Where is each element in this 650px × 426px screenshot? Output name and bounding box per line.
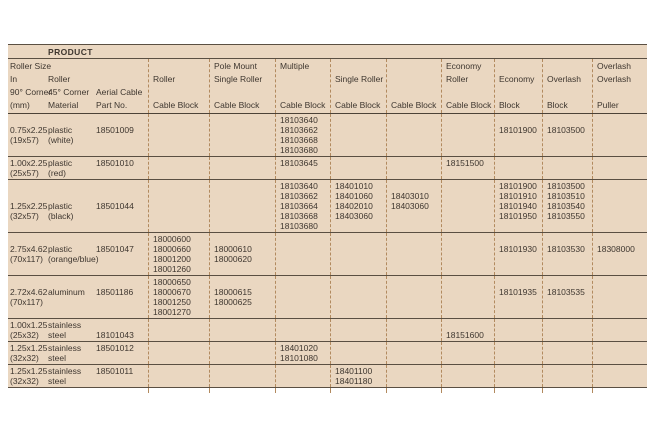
cell-line: 18103500 — [547, 181, 585, 191]
header-line: Roller Size — [10, 61, 52, 71]
empty-line — [10, 234, 47, 244]
cell-cell — [542, 319, 592, 341]
empty-line — [499, 234, 541, 244]
header-line: Single Roller — [214, 74, 263, 84]
cell-line: (32x32) — [10, 376, 39, 386]
cell-line: 18101900 — [499, 125, 537, 135]
empty-line — [391, 73, 440, 86]
cell-cell — [148, 276, 209, 318]
cell-cell — [330, 276, 386, 318]
cell-line: 18001260 — [153, 264, 191, 274]
cell-line: 18000670 — [153, 287, 191, 297]
cell-line: aluminum — [48, 287, 85, 297]
cell-cell — [441, 180, 494, 232]
empty-line — [280, 73, 329, 86]
tail-cell — [441, 388, 494, 393]
empty-line — [499, 277, 541, 287]
empty-line — [96, 191, 147, 201]
cell-line: (orange/blue) — [48, 254, 99, 264]
cell-line: 18103645 — [280, 158, 318, 168]
cell-cell — [592, 157, 647, 179]
empty-line — [335, 86, 385, 99]
cell-line: 18501186 — [96, 287, 134, 297]
cell-line: 18401020 — [280, 343, 318, 353]
cell-line: (32x57) — [10, 211, 39, 221]
cell-line: 18403060 — [391, 201, 429, 211]
cell-cell — [96, 342, 148, 364]
cell-line: 18000610 — [214, 244, 252, 254]
table-row — [8, 114, 647, 157]
cell-cell — [441, 114, 494, 156]
cell-cell — [209, 157, 275, 179]
cell-line: 18402010 — [335, 201, 373, 211]
cell-cell — [96, 319, 148, 341]
empty-line — [10, 181, 47, 191]
header-cell — [386, 59, 441, 113]
empty-line — [391, 60, 440, 73]
cell-cell — [386, 342, 441, 364]
cell-cell — [330, 319, 386, 341]
cell-cell — [48, 342, 96, 364]
cell-cell — [148, 319, 209, 341]
cell-line: 18401180 — [335, 376, 373, 386]
cell-cell — [592, 233, 647, 275]
cell-cell — [441, 276, 494, 318]
cell-line: (19x57) — [10, 135, 39, 145]
cell-line: plastic — [48, 244, 73, 254]
header-line: Cable Block — [153, 100, 199, 110]
cell-line: 2.75x4.62 — [10, 244, 48, 254]
cell-line: plastic — [48, 201, 73, 211]
table-tail-dashes — [8, 388, 647, 393]
cell-line: 18101940 — [499, 201, 537, 211]
cell-line: stainless — [48, 343, 82, 353]
cell-line: 18103668 — [280, 135, 318, 145]
cell-line: plastic — [48, 125, 73, 135]
cell-cell — [275, 157, 330, 179]
cell-cell — [330, 157, 386, 179]
cell-cell — [148, 157, 209, 179]
cell-cell — [48, 180, 96, 232]
header-line: Pole Mount — [214, 61, 257, 71]
empty-line — [499, 115, 541, 125]
header-cell — [275, 59, 330, 113]
cell-cell — [209, 319, 275, 341]
cell-line: 18103640 — [280, 115, 318, 125]
cell-cell — [96, 365, 148, 387]
cell-line: 18403060 — [335, 211, 373, 221]
tail-cell — [542, 388, 592, 393]
tail-cell — [275, 388, 330, 393]
header-line: Part No. — [96, 100, 128, 110]
cell-cell — [275, 319, 330, 341]
cell-line: 18401100 — [335, 366, 373, 376]
cell-line: 18151500 — [446, 158, 484, 168]
cell-line: 18103640 — [280, 181, 318, 191]
cell-line: 18501011 — [96, 366, 134, 376]
cell-cell — [494, 157, 542, 179]
product-table — [8, 44, 647, 393]
cell-cell — [8, 180, 48, 232]
cell-line: 0.75x2.25 — [10, 125, 48, 135]
table-row — [8, 233, 647, 276]
cell-line: 18401010 — [335, 181, 373, 191]
empty-line — [446, 86, 493, 99]
cell-line: 18001200 — [153, 254, 191, 264]
cell-cell — [494, 233, 542, 275]
cell-cell — [8, 342, 48, 364]
cell-line: 18101080 — [280, 353, 318, 363]
cell-line: 18103662 — [280, 125, 318, 135]
cell-line: 18101950 — [499, 211, 537, 221]
empty-line — [96, 73, 147, 86]
cell-line: 2.72x4.62 — [10, 287, 48, 297]
cell-line: (red) — [48, 168, 66, 178]
empty-line — [48, 234, 95, 244]
cell-cell — [441, 342, 494, 364]
cell-line: 18103680 — [280, 145, 318, 155]
cell-cell — [386, 319, 441, 341]
cell-line: 18000650 — [153, 277, 191, 287]
empty-line — [214, 86, 274, 99]
cell-line: 18501047 — [96, 244, 134, 254]
header-line: Roller — [48, 74, 71, 84]
cell-line: 18151600 — [446, 330, 484, 340]
cell-cell — [8, 114, 48, 156]
cell-cell — [494, 114, 542, 156]
cell-cell — [96, 233, 148, 275]
table-row — [8, 342, 647, 365]
empty-line — [499, 86, 541, 99]
cell-line: 18000615 — [214, 287, 252, 297]
header-line: Overlash — [597, 61, 632, 71]
header-line: Roller — [446, 74, 469, 84]
tail-cell — [386, 388, 441, 393]
empty-line — [96, 277, 147, 287]
cell-line: (32x32) — [10, 353, 39, 363]
header-cell — [209, 59, 275, 113]
empty-line — [597, 86, 646, 99]
header-line: (mm) — [10, 100, 30, 110]
cell-line: 18000600 — [153, 234, 191, 244]
cell-cell — [96, 180, 148, 232]
cell-cell — [494, 180, 542, 232]
cell-cell — [96, 157, 148, 179]
cell-cell — [275, 233, 330, 275]
cell-line: steel — [48, 353, 66, 363]
cell-cell — [209, 233, 275, 275]
cell-line: 18103530 — [547, 244, 585, 254]
cell-line: plastic — [48, 158, 73, 168]
empty-line — [335, 60, 385, 73]
product-section-label: PRODUCT — [8, 45, 647, 59]
cell-cell — [441, 319, 494, 341]
empty-line — [547, 60, 591, 73]
cell-cell — [148, 180, 209, 232]
empty-line — [153, 86, 208, 99]
cell-line: 18103510 — [547, 191, 585, 201]
cell-cell — [96, 276, 148, 318]
cell-line: 18101910 — [499, 191, 537, 201]
header-cell — [592, 59, 647, 113]
cell-cell — [542, 342, 592, 364]
empty-line — [446, 320, 493, 330]
cell-cell — [386, 180, 441, 232]
header-cell — [8, 59, 52, 113]
cell-line: (black) — [48, 211, 74, 221]
cell-cell — [8, 365, 48, 387]
cell-line: 18001270 — [153, 307, 191, 317]
header-line: Single Roller — [335, 74, 384, 84]
cell-cell — [386, 276, 441, 318]
empty-line — [96, 320, 147, 330]
header-line: Cable Block — [446, 100, 492, 110]
header-line: Roller — [153, 74, 176, 84]
cell-line: 18103535 — [547, 287, 585, 297]
header-line: Aerial Cable — [96, 87, 143, 97]
cell-cell — [542, 276, 592, 318]
tail-cell — [148, 388, 209, 393]
tail-cell — [48, 388, 96, 393]
empty-line — [391, 86, 440, 99]
cell-cell — [275, 180, 330, 232]
tail-cell — [592, 388, 647, 393]
header-line: Multiple — [280, 61, 310, 71]
cell-line: 18501009 — [96, 125, 134, 135]
header-cell — [494, 59, 542, 113]
cell-line: stainless — [48, 320, 82, 330]
cell-line: 18101043 — [96, 330, 134, 340]
cell-line: 18403010 — [391, 191, 429, 201]
cell-cell — [592, 114, 647, 156]
cell-cell — [48, 319, 96, 341]
cell-cell — [330, 342, 386, 364]
table-row — [8, 319, 647, 342]
cell-cell — [209, 276, 275, 318]
cell-cell — [48, 114, 96, 156]
cell-cell — [441, 157, 494, 179]
cell-cell — [542, 233, 592, 275]
cell-line: 18103680 — [280, 221, 318, 231]
cell-line: 18001250 — [153, 297, 191, 307]
header-line: Cable Block — [280, 100, 326, 110]
empty-line — [499, 60, 541, 73]
cell-cell — [330, 114, 386, 156]
cell-cell — [275, 365, 330, 387]
empty-line — [547, 234, 591, 244]
cell-cell — [8, 157, 48, 179]
table-row — [8, 276, 647, 319]
header-line: Cable Block — [335, 100, 381, 110]
empty-line — [10, 191, 47, 201]
cell-cell — [592, 276, 647, 318]
cell-line: 18103540 — [547, 201, 585, 211]
empty-line — [10, 115, 47, 125]
cell-line: 18501012 — [96, 343, 134, 353]
cell-line: 1.00x1.25 — [10, 320, 48, 330]
cell-line: 18000660 — [153, 244, 191, 254]
cell-line: 18103662 — [280, 191, 318, 201]
cell-cell — [148, 342, 209, 364]
cell-cell — [330, 365, 386, 387]
header-line: Block — [499, 100, 520, 110]
tail-cell — [209, 388, 275, 393]
cell-line: 18308000 — [597, 244, 635, 254]
cell-cell — [441, 233, 494, 275]
cell-cell — [494, 276, 542, 318]
empty-line — [547, 277, 591, 287]
empty-line — [214, 234, 274, 244]
header-line: Material — [48, 100, 79, 110]
cell-cell — [48, 233, 99, 275]
cell-line: 18000620 — [214, 254, 252, 264]
empty-line — [153, 60, 208, 73]
empty-line — [96, 60, 147, 73]
cell-line: 18103550 — [547, 211, 585, 221]
cell-cell — [8, 276, 48, 318]
cell-cell — [275, 114, 330, 156]
cell-line: 18101930 — [499, 244, 537, 254]
cell-cell — [386, 233, 441, 275]
cell-line: (25x32) — [10, 330, 39, 340]
cell-cell — [148, 365, 209, 387]
cell-cell — [592, 319, 647, 341]
tail-cell — [8, 388, 48, 393]
empty-line — [597, 234, 646, 244]
header-line: 90° Corner — [10, 87, 52, 97]
cell-cell — [494, 342, 542, 364]
cell-cell — [209, 342, 275, 364]
cell-line: 1.00x2.25 — [10, 158, 48, 168]
cell-line: 18501010 — [96, 158, 134, 168]
empty-line — [547, 115, 591, 125]
cell-line: stainless — [48, 366, 82, 376]
cell-cell — [592, 365, 647, 387]
table-row — [8, 365, 647, 388]
cell-cell — [441, 365, 494, 387]
header-line: 45° Corner — [48, 87, 90, 97]
cell-cell — [330, 233, 386, 275]
cell-cell — [592, 180, 647, 232]
cell-cell — [148, 114, 209, 156]
cell-cell — [48, 365, 96, 387]
cell-line: 18501044 — [96, 201, 134, 211]
cell-cell — [48, 157, 96, 179]
empty-line — [48, 277, 95, 287]
cell-cell — [542, 157, 592, 179]
header-cell — [96, 59, 148, 113]
header-line: Economy — [446, 61, 482, 71]
empty-line — [96, 115, 147, 125]
cell-line: 1.25x2.25 — [10, 201, 48, 211]
empty-line — [280, 86, 329, 99]
cell-line: (25x57) — [10, 168, 39, 178]
cell-cell — [209, 114, 275, 156]
table-row — [8, 180, 647, 233]
cell-cell — [8, 319, 48, 341]
tail-cell — [96, 388, 148, 393]
cell-cell — [542, 180, 592, 232]
cell-line: 18101935 — [499, 287, 537, 297]
cell-line: 1.25x1.25 — [10, 343, 48, 353]
header-cell — [330, 59, 386, 113]
header-cell — [542, 59, 592, 113]
cell-cell — [96, 114, 148, 156]
cell-cell — [209, 365, 275, 387]
cell-cell — [275, 342, 330, 364]
empty-line — [96, 181, 147, 191]
header-line: Block — [547, 100, 568, 110]
empty-line — [391, 181, 440, 191]
header-line: Cable Block — [214, 100, 260, 110]
cell-line: (70x117) — [10, 297, 43, 307]
cell-cell — [386, 157, 441, 179]
cell-cell — [494, 365, 542, 387]
cell-line: steel — [48, 376, 66, 386]
cell-line: (70x117) — [10, 254, 43, 264]
cell-line: 1.25x1.25 — [10, 366, 48, 376]
tail-cell — [494, 388, 542, 393]
cell-line: 18103500 — [547, 125, 585, 135]
cell-cell — [148, 233, 209, 275]
empty-line — [48, 60, 95, 73]
cell-line: 18000625 — [214, 297, 252, 307]
cell-line: 18101900 — [499, 181, 537, 191]
header-line: Overlash — [547, 74, 582, 84]
header-line: Economy — [499, 74, 535, 84]
cell-cell — [8, 233, 48, 275]
header-cell — [48, 59, 96, 113]
cell-line: (white) — [48, 135, 74, 145]
cell-cell — [494, 319, 542, 341]
cell-cell — [209, 180, 275, 232]
cell-cell — [542, 114, 592, 156]
cell-line: steel — [48, 330, 66, 340]
cell-cell — [542, 365, 592, 387]
cell-line: 18103668 — [280, 211, 318, 221]
empty-line — [48, 181, 95, 191]
cell-cell — [275, 276, 330, 318]
table-body — [8, 114, 647, 388]
cell-cell — [592, 342, 647, 364]
empty-line — [96, 234, 147, 244]
cell-cell — [48, 276, 96, 318]
cell-line: 18103664 — [280, 201, 318, 211]
header-cell — [441, 59, 494, 113]
empty-line — [547, 86, 591, 99]
header-line: Cable Block — [391, 100, 437, 110]
empty-line — [214, 277, 274, 287]
table-header-row — [8, 59, 647, 114]
header-line: In — [10, 74, 18, 84]
empty-line — [48, 191, 95, 201]
empty-line — [10, 277, 47, 287]
cell-cell — [386, 365, 441, 387]
table-row — [8, 157, 647, 180]
header-cell — [148, 59, 209, 113]
cell-cell — [386, 114, 441, 156]
cell-cell — [330, 180, 386, 232]
header-line: Puller — [597, 100, 619, 110]
cell-line: 18401060 — [335, 191, 373, 201]
header-line: Overlash — [597, 74, 632, 84]
tail-cell — [330, 388, 386, 393]
empty-line — [48, 115, 95, 125]
